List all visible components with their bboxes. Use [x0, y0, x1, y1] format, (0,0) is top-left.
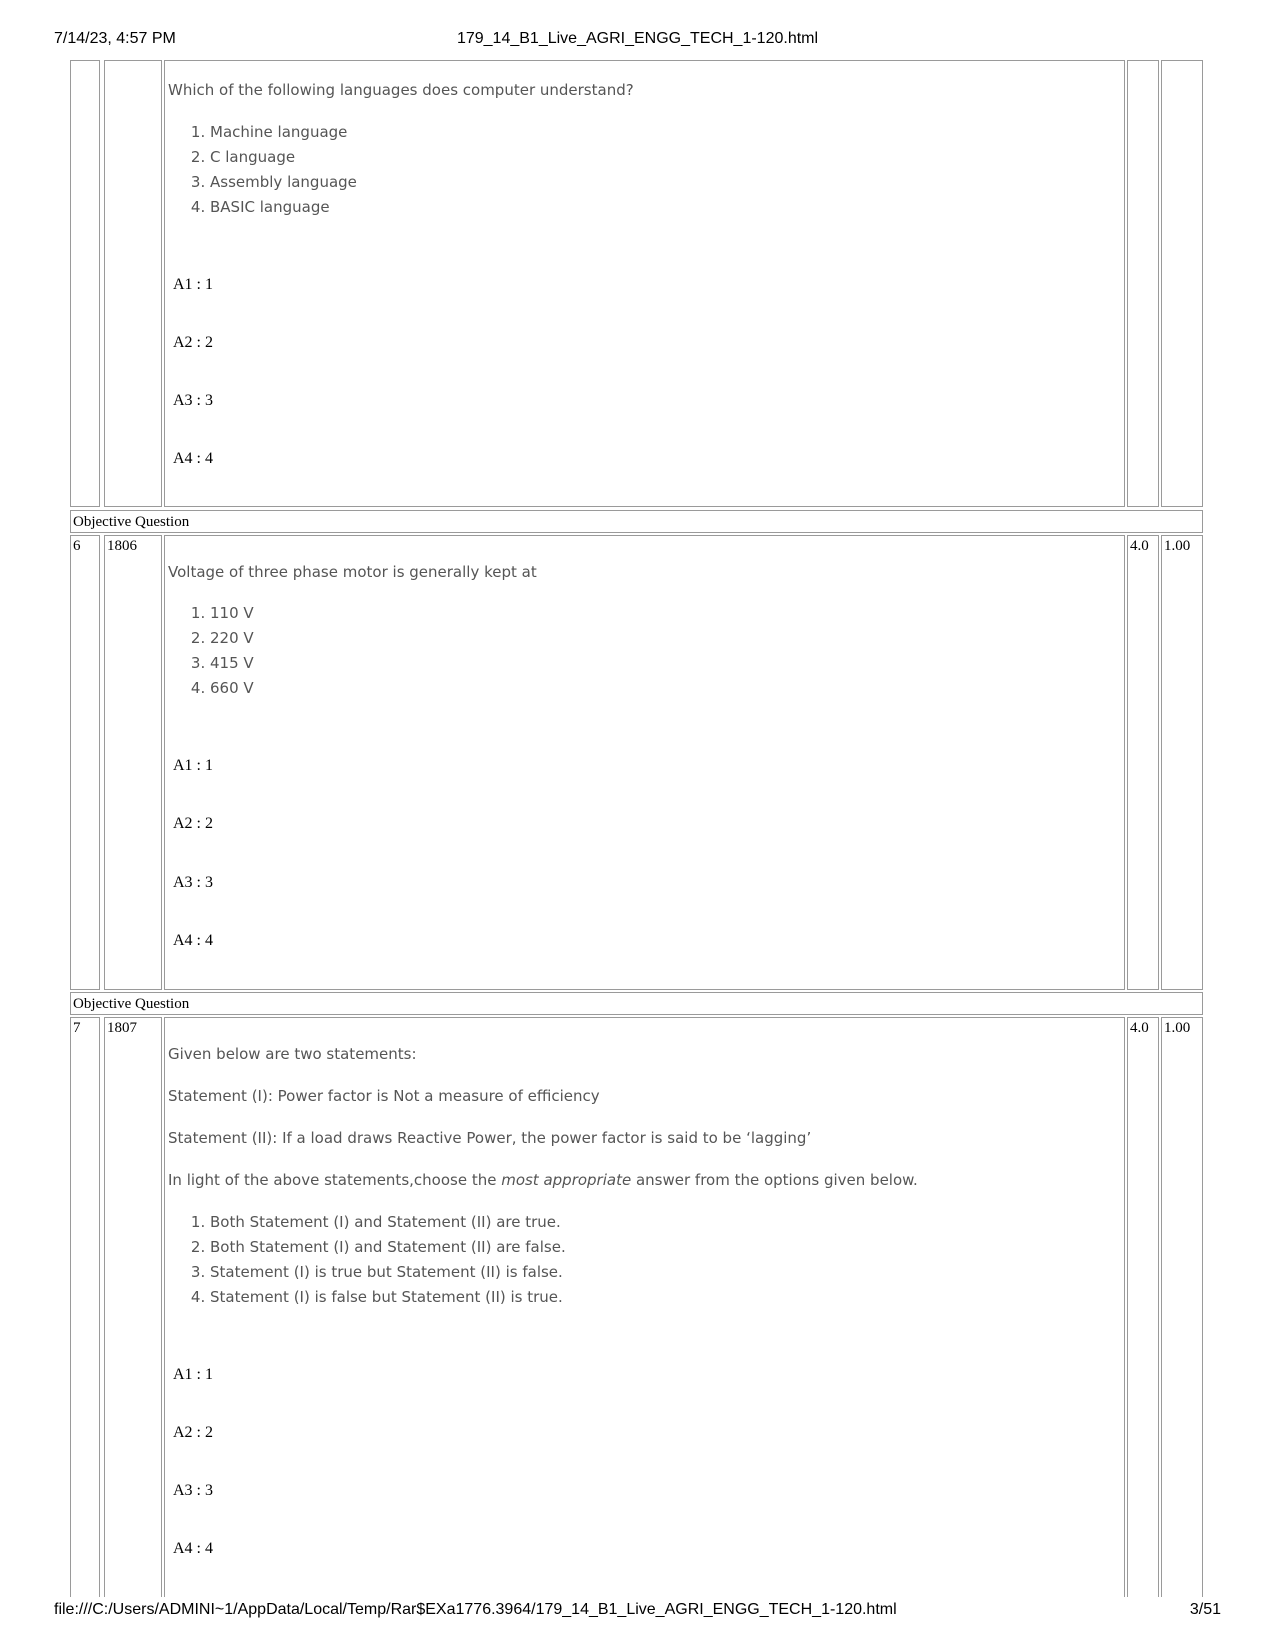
answer-key: A3 : 3 — [173, 1482, 213, 1499]
answer-key: A2 : 2 — [173, 1424, 213, 1441]
negative-marks: 1.00 — [1164, 538, 1191, 554]
question-instruction — [168, 1171, 918, 1189]
option-item: 4. Statement (I) is false but Statement (II) is true. — [210, 1285, 566, 1310]
marks: 4.0 — [1130, 538, 1149, 554]
answer-key: A1 : 1 — [173, 757, 213, 774]
sr-no: 6 — [73, 538, 81, 554]
question-text: Which of the following languages does computer understand? — [168, 81, 634, 99]
print-footer — [0, 1601, 1275, 1621]
option-item: 3. Statement (I) is true but Statement (II) is false. — [210, 1260, 566, 1285]
question-id-cell — [104, 535, 162, 990]
print-document-title: 179_14_B1_Live_AGRI_ENGG_TECH_1-120.html — [456, 30, 819, 47]
option-list — [168, 1210, 566, 1310]
statement-1: Statement (I): Power factor is Not a measure of efficiency — [168, 1087, 600, 1105]
option-item: 1. Both Statement (I) and Statement (II) are true. — [210, 1210, 566, 1235]
negative-marks: 1.00 — [1164, 1020, 1191, 1036]
question-id: 1807 — [107, 1020, 137, 1036]
answer-key: A4 : 4 — [173, 1540, 213, 1557]
section-label: Objective Question — [73, 996, 190, 1012]
section-label: Objective Question — [73, 514, 190, 530]
marks-cell — [1127, 60, 1159, 507]
option-item: 4. 660 V — [210, 676, 254, 701]
question-id-cell — [104, 1017, 162, 1597]
question-body-cell — [164, 535, 1125, 990]
instruction-emphasis: most appropriate — [501, 1171, 632, 1189]
print-datetime: 7/14/23, 4:57 PM — [54, 30, 176, 47]
print-page-number: 3/51 — [1189, 1601, 1221, 1618]
option-item: 2. 220 V — [210, 626, 254, 651]
answer-key: A4 : 4 — [173, 450, 213, 467]
sr-no-cell — [70, 535, 100, 990]
section-label-cell — [70, 992, 1203, 1015]
question-intro: Given below are two statements: — [168, 1045, 417, 1063]
section-label-cell — [70, 510, 1203, 533]
instruction-suffix: answer from the options given below. — [631, 1171, 918, 1189]
marks-cell — [1127, 535, 1159, 990]
answer-key: A1 : 1 — [173, 1366, 213, 1383]
answer-key: A1 : 1 — [173, 276, 213, 293]
sr-no: 7 — [73, 1020, 81, 1036]
option-item: 2. C language — [210, 145, 357, 170]
print-header — [0, 30, 1275, 50]
negative-marks-cell — [1161, 60, 1203, 507]
question-id: 1806 — [107, 538, 137, 554]
option-list — [168, 120, 357, 220]
question-text: Voltage of three phase motor is generally kept at — [168, 563, 537, 581]
option-item: 2. Both Statement (I) and Statement (II) are false. — [210, 1235, 566, 1260]
negative-marks-cell — [1161, 1017, 1203, 1597]
option-item: 3. 415 V — [210, 651, 254, 676]
answer-key: A2 : 2 — [173, 815, 213, 832]
marks: 4.0 — [1130, 1020, 1149, 1036]
statement-2: Statement (II): If a load draws Reactive Power, the power factor is said to be ‘lagging’ — [168, 1129, 812, 1147]
negative-marks-cell — [1161, 535, 1203, 990]
sr-no-cell — [70, 1017, 100, 1597]
option-item: 3. Assembly language — [210, 170, 357, 195]
answer-key: A4 : 4 — [173, 932, 213, 949]
answer-key: A3 : 3 — [173, 392, 213, 409]
option-item: 1. 110 V — [210, 601, 254, 626]
answer-key: A2 : 2 — [173, 334, 213, 351]
option-item: 1. Machine language — [210, 120, 357, 145]
marks-cell — [1127, 1017, 1159, 1597]
option-list — [168, 601, 254, 701]
sr-no-cell — [70, 60, 100, 507]
question-id-cell — [104, 60, 162, 507]
print-file-url: file:///C:/Users/ADMINI~1/AppData/Local/Temp/Rar$EXa1776.3964/179_14_B1_Live_AGRI_ENGG_TECH_1-120.html — [54, 1601, 897, 1618]
instruction-prefix: In light of the above statements,choose the — [168, 1171, 502, 1189]
answer-key: A3 : 3 — [173, 874, 213, 891]
option-item: 4. BASIC language — [210, 195, 357, 220]
